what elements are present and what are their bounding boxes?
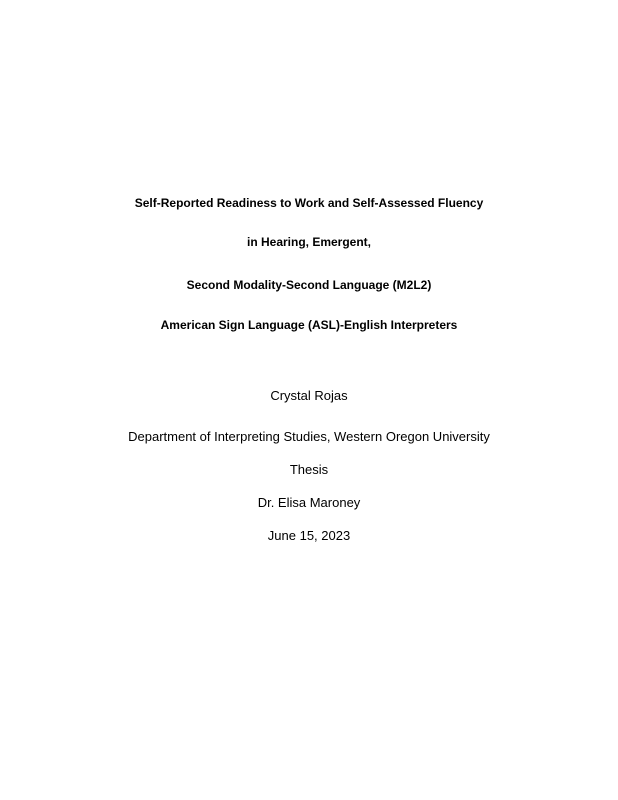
- thesis-title-line-3: Second Modality-Second Language (M2L2): [186, 278, 432, 292]
- department-affiliation: Department of Interpreting Studies, Western Oregon University: [128, 429, 490, 444]
- advisor-name: Dr. Elisa Maroney: [257, 495, 361, 510]
- document-type: Thesis: [289, 462, 329, 477]
- thesis-title-line-1: Self-Reported Readiness to Work and Self-Assessed Fluency: [134, 196, 484, 210]
- author-name: Crystal Rojas: [270, 388, 348, 403]
- submission-date: June 15, 2023: [267, 528, 351, 543]
- thesis-title-line-4: American Sign Language (ASL)-English Interpreters: [160, 318, 458, 332]
- thesis-title-line-2: in Hearing, Emergent,: [246, 235, 372, 249]
